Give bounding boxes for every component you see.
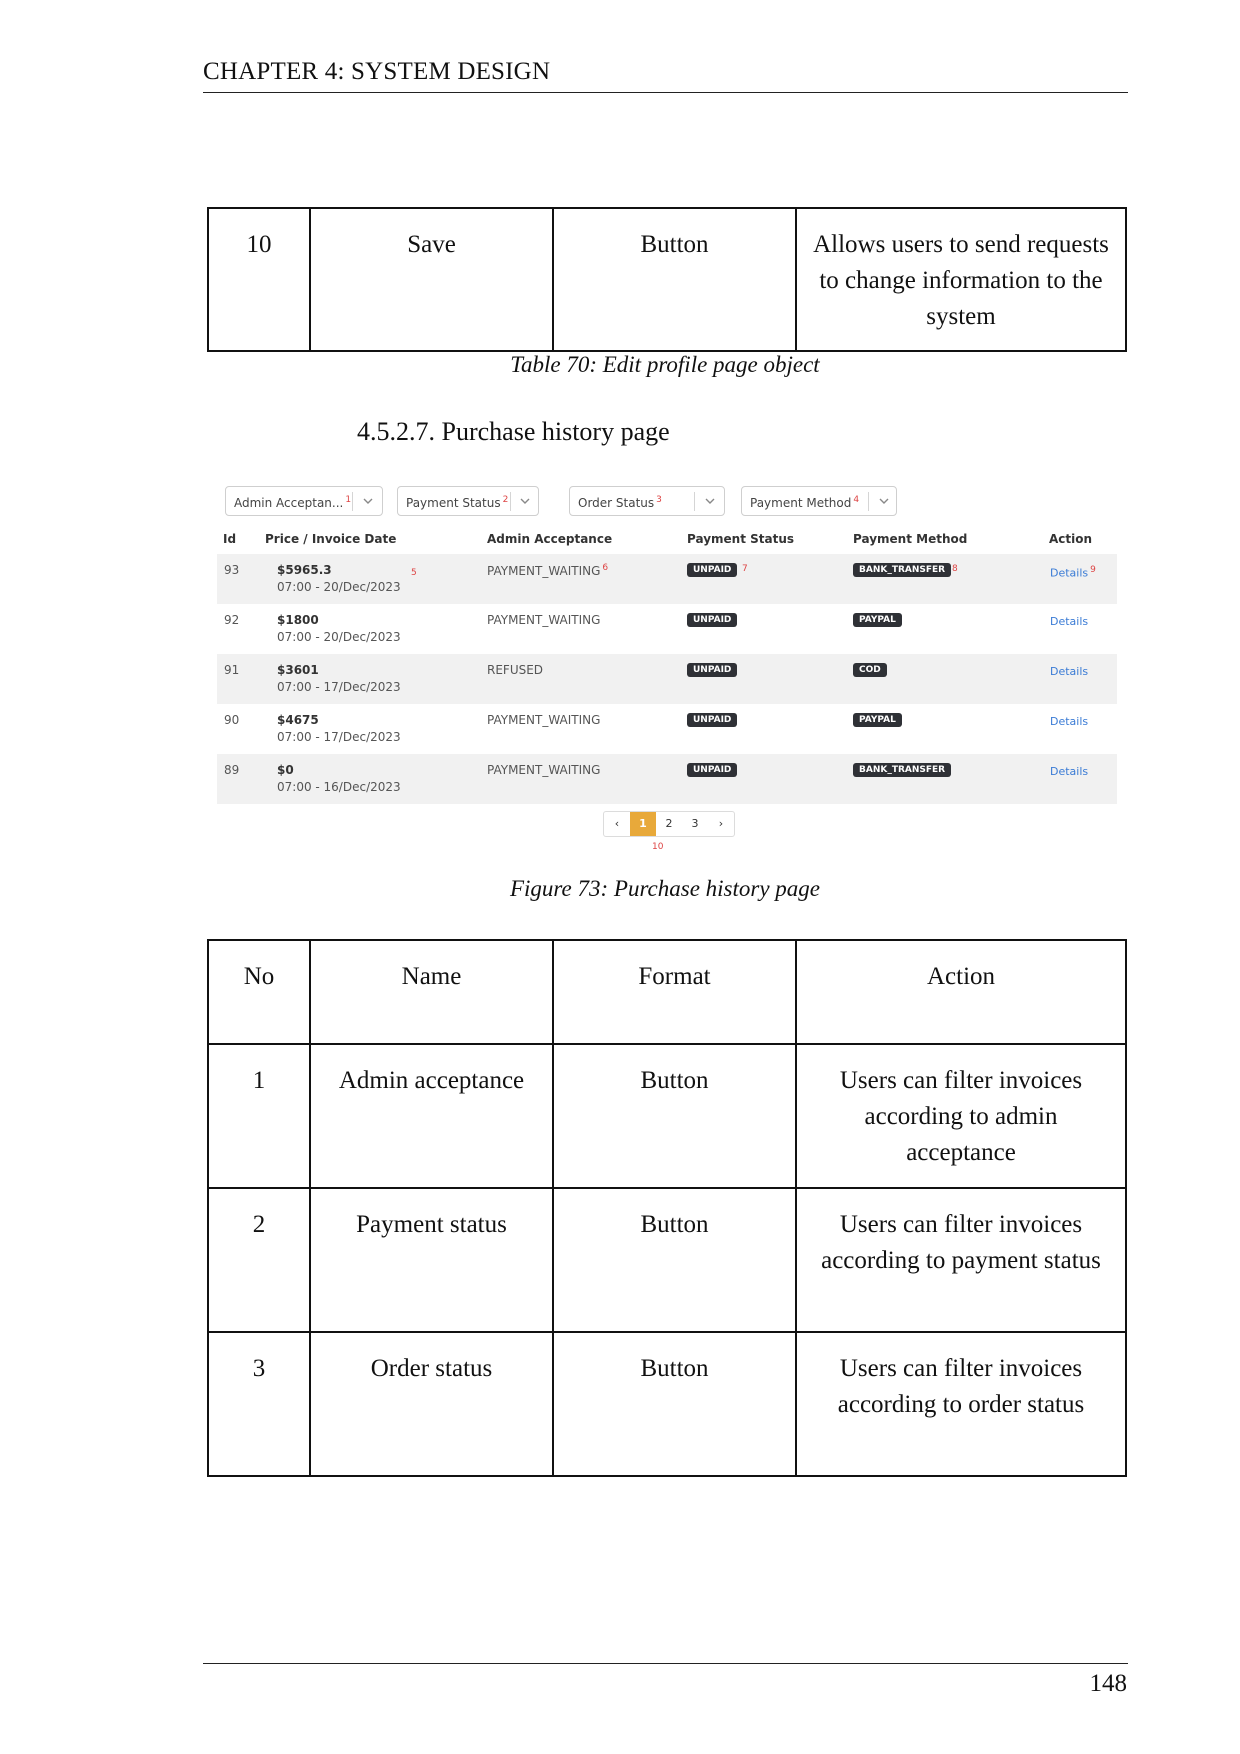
- marker-label: 1: [345, 495, 352, 505]
- marker-label: 8: [952, 564, 958, 574]
- header-no: No: [208, 940, 310, 1044]
- column-header-action[interactable]: Action: [1049, 532, 1093, 546]
- footer-rule: [203, 1663, 1128, 1664]
- page-button-2[interactable]: 2: [665, 817, 673, 830]
- chevron-down-icon: [517, 491, 533, 511]
- details-link[interactable]: Details $^9$: [1050, 565, 1096, 580]
- page-button-1[interactable]: 1: [630, 812, 656, 836]
- cell-name: Order status: [310, 1332, 553, 1476]
- payment-method-filter[interactable]: [741, 486, 897, 516]
- cell-format: Button: [553, 1044, 796, 1188]
- payment-method-badge: PAYPAL: [853, 613, 902, 627]
- row-price: $5965.3: [277, 563, 332, 577]
- table-row: [208, 1332, 1126, 1476]
- header-format: Format: [553, 940, 796, 1044]
- row-id: 90: [224, 713, 240, 727]
- row-admin-acceptance: PAYMENT_WAITING: [487, 763, 601, 777]
- row-price: $3601: [277, 663, 319, 677]
- filter-label: Order Status: [578, 496, 655, 510]
- figure-caption: Figure 73: Purchase history page: [509, 876, 821, 901]
- row-id: 91: [224, 663, 240, 677]
- row-admin-acceptance: REFUSED: [487, 663, 544, 677]
- row-date: 07:00 - 20/Dec/2023: [277, 580, 401, 594]
- filter-label: Payment Status: [406, 496, 501, 510]
- header-rule: [203, 92, 1128, 93]
- pagination: [603, 811, 735, 837]
- details-link[interactable]: Details: [1050, 615, 1089, 628]
- column-header-id[interactable]: Id: [223, 532, 237, 546]
- row-price: $4675: [277, 713, 319, 727]
- cell-name: Payment status: [310, 1188, 553, 1332]
- payment-method-badge: COD: [853, 663, 887, 677]
- payment-method-badge: PAYPAL: [853, 713, 902, 727]
- row-price: $1800: [277, 613, 319, 627]
- chapter-header: CHAPTER 4: SYSTEM DESIGN: [203, 58, 551, 85]
- marker-label: 4: [853, 495, 860, 505]
- status-badge: UNPAID: [687, 563, 737, 577]
- filter-label: Payment Method: [750, 496, 852, 510]
- cell-no: 2: [208, 1188, 310, 1332]
- row-id: 93: [224, 563, 240, 577]
- payment-method-badge: BANK_TRANSFER: [853, 563, 951, 577]
- next-page-button[interactable]: ›: [718, 817, 724, 830]
- column-header-price[interactable]: Price / Invoice Date: [265, 532, 397, 546]
- cell-no: 10: [208, 208, 310, 351]
- marker-label: 5: [411, 568, 417, 578]
- table-row: [217, 554, 1117, 604]
- cell-action: Users can filter invoices according to order status: [796, 1332, 1126, 1476]
- prev-page-button[interactable]: ‹: [614, 817, 620, 830]
- row-price: $0: [277, 763, 294, 777]
- header-name: Name: [310, 940, 553, 1044]
- row-id: 92: [224, 613, 240, 627]
- chevron-down-icon: [360, 491, 376, 511]
- admin-acceptance-filter[interactable]: [225, 486, 383, 516]
- table-row: [217, 604, 1117, 654]
- section-heading: 4.5.2.7. Purchase history page: [357, 417, 670, 446]
- row-date: 07:00 - 17/Dec/2023: [277, 680, 401, 694]
- status-badge: UNPAID: [687, 713, 737, 727]
- table-row: [208, 208, 1126, 351]
- payment-status-filter[interactable]: [397, 486, 539, 516]
- table-row: [217, 754, 1117, 804]
- marker-label: 7: [742, 564, 748, 574]
- row-date: 07:00 - 16/Dec/2023: [277, 780, 401, 794]
- marker-label: 6: [602, 563, 609, 573]
- details-link[interactable]: Details: [1050, 715, 1089, 728]
- payment-method-badge: BANK_TRANSFER: [853, 763, 951, 777]
- table-header-row: [208, 940, 1126, 1044]
- table-row: [208, 1188, 1126, 1332]
- status-badge: UNPAID: [687, 613, 737, 627]
- details-link[interactable]: Details: [1050, 665, 1089, 678]
- cell-format: Button: [553, 1332, 796, 1476]
- order-status-filter[interactable]: [569, 486, 725, 516]
- cell-action: Users can filter invoices according to admin acceptance: [796, 1044, 1126, 1188]
- row-date: 07:00 - 17/Dec/2023: [277, 730, 401, 744]
- purchase-history-object-table: [207, 939, 1127, 1477]
- cell-name: Save: [310, 208, 553, 351]
- cell-action: Allows users to send requests to change information to the system: [796, 208, 1126, 351]
- column-header-admin-acceptance[interactable]: Admin Acceptance: [487, 532, 613, 546]
- chevron-down-icon: [876, 491, 892, 511]
- row-admin-acceptance: PAYMENT_WAITING $^6$: [487, 563, 609, 578]
- row-id: 89: [224, 763, 240, 777]
- page-button-3[interactable]: 3: [691, 817, 699, 830]
- status-badge: UNPAID: [687, 763, 737, 777]
- marker-label: 3: [656, 495, 662, 505]
- cell-action: Users can filter invoices according to payment status: [796, 1188, 1126, 1332]
- edit-profile-object-table: [207, 207, 1127, 352]
- row-date: 07:00 - 20/Dec/2023: [277, 630, 401, 644]
- table-row: [217, 654, 1117, 704]
- cell-format: Button: [553, 1188, 796, 1332]
- details-link[interactable]: Details: [1050, 765, 1089, 778]
- table-row: [208, 1044, 1126, 1188]
- page-number: 148: [1089, 1670, 1127, 1697]
- row-admin-acceptance: PAYMENT_WAITING: [487, 713, 601, 727]
- header-action: Action: [796, 940, 1126, 1044]
- filter-label: Admin Acceptan...: [234, 496, 344, 510]
- status-badge: UNPAID: [687, 663, 737, 677]
- cell-no: 3: [208, 1332, 310, 1476]
- row-admin-acceptance: PAYMENT_WAITING: [487, 613, 601, 627]
- purchase-history-screenshot: [217, 480, 1117, 855]
- table-caption: Table 70: Edit profile page object: [510, 352, 820, 377]
- column-header-payment-status[interactable]: Payment Status: [687, 532, 795, 546]
- cell-format: Button: [553, 208, 796, 351]
- column-header-payment-method[interactable]: Payment Method: [853, 532, 968, 546]
- marker-label: 10: [652, 842, 664, 852]
- cell-no: 1: [208, 1044, 310, 1188]
- table-row: [217, 704, 1117, 754]
- cell-name: Admin acceptance: [310, 1044, 553, 1188]
- chevron-down-icon: [702, 491, 718, 511]
- marker-label: 2: [502, 495, 509, 505]
- marker-label: 9: [1090, 565, 1096, 575]
